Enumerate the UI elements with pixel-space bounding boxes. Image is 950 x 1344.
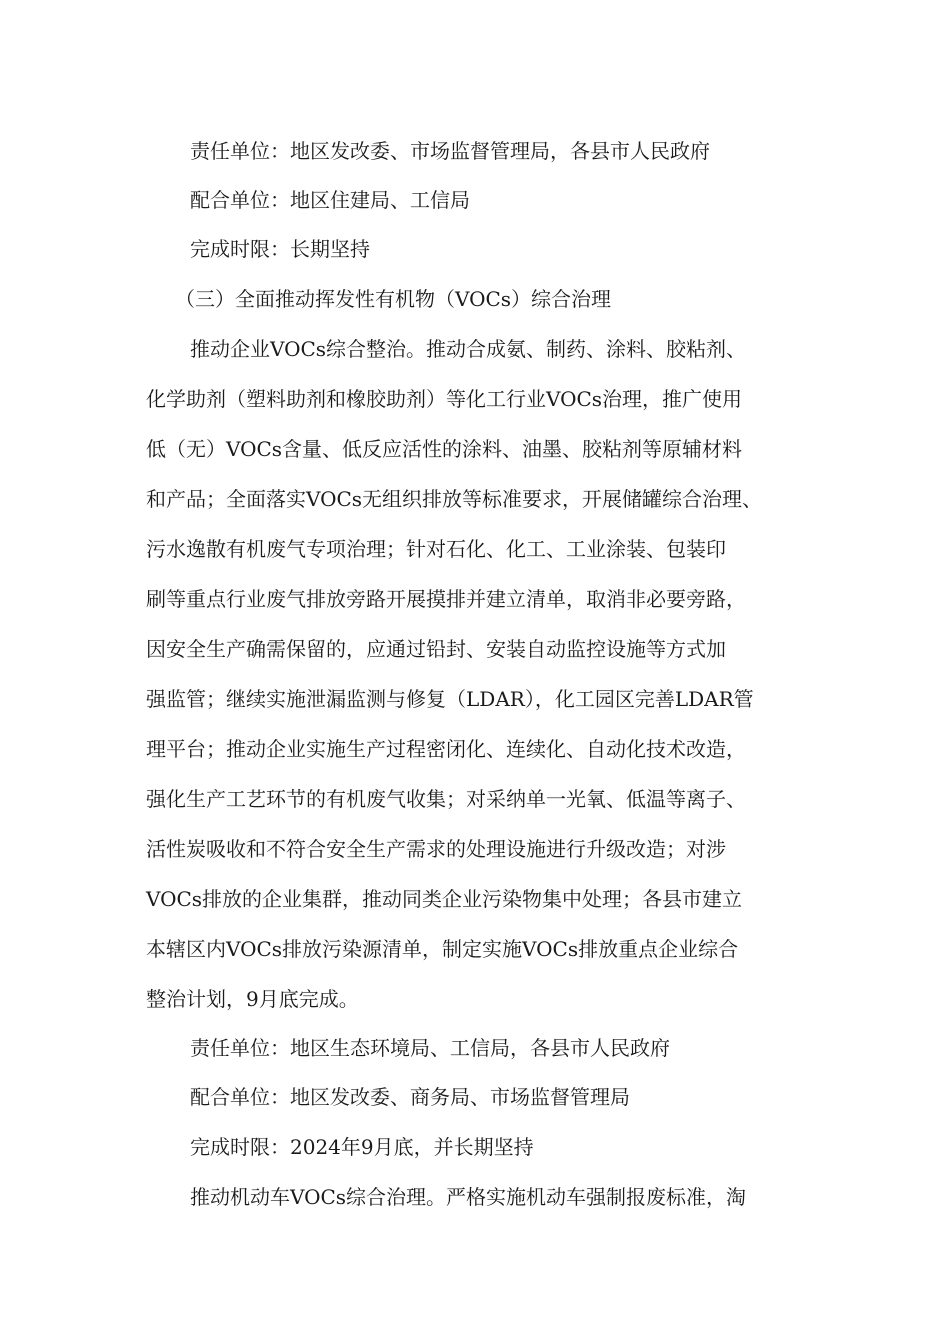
- paragraph-line: 活性炭吸收和不符合安全生产需求的处理设施进行升级改造；对涉: [146, 837, 726, 861]
- paragraph-line: 强监管；继续实施泄漏监测与修复（LDAR），化工园区完善LDAR管: [146, 687, 754, 711]
- deadline-1: 完成时限：长期坚持: [190, 237, 370, 261]
- paragraph-line: 污水逸散有机废气专项治理；针对石化、化工、工业涂装、包装印: [146, 537, 726, 561]
- responsible-unit-2: 责任单位：地区生态环境局、工信局，各县市人民政府: [190, 1036, 670, 1060]
- cooperating-unit-1: 配合单位：地区住建局、工信局: [190, 188, 470, 212]
- paragraph-line: 推动企业VOCs综合整治。推动合成氨、制药、涂料、胶粘剂、: [190, 337, 747, 361]
- paragraph-line: 刷等重点行业废气排放旁路开展摸排并建立清单，取消非必要旁路，: [146, 587, 746, 611]
- paragraph-line: 整治计划，9月底完成。: [146, 987, 359, 1011]
- cooperating-unit-2: 配合单位：地区发改委、商务局、市场监督管理局: [190, 1085, 630, 1109]
- paragraph-line: 和产品；全面落实VOCs无组织排放等标准要求，开展储罐综合治理、: [146, 487, 763, 511]
- paragraph-line: 因安全生产确需保留的，应通过铅封、安装自动监控设施等方式加: [146, 637, 726, 661]
- paragraph-line: 推动机动车VOCs综合治理。严格实施机动车强制报废标准，淘: [190, 1185, 747, 1209]
- paragraph-line: 本辖区内VOCs排放污染源清单，制定实施VOCs排放重点企业综合: [146, 937, 739, 961]
- paragraph-line: 化学助剂（塑料助剂和橡胶助剂）等化工行业VOCs治理，推广使用: [146, 387, 743, 411]
- paragraph-line: 低（无）VOCs含量、低反应活性的涂料、油墨、胶粘剂等原辅材料: [146, 437, 743, 461]
- responsible-unit-1: 责任单位：地区发改委、市场监督管理局，各县市人民政府: [190, 139, 710, 163]
- paragraph-line: 理平台；推动企业实施生产过程密闭化、连续化、自动化技术改造，: [146, 737, 746, 761]
- deadline-2: 完成时限：2024年9月底，并长期坚持: [190, 1135, 534, 1159]
- paragraph-line: 强化生产工艺环节的有机废气收集；对采纳单一光氧、低温等离子、: [146, 787, 746, 811]
- section-heading: （三）全面推动挥发性有机物（VOCs）综合治理: [175, 287, 612, 311]
- paragraph-line: VOCs排放的企业集群，推动同类企业污染物集中处理；各县市建立: [146, 887, 743, 911]
